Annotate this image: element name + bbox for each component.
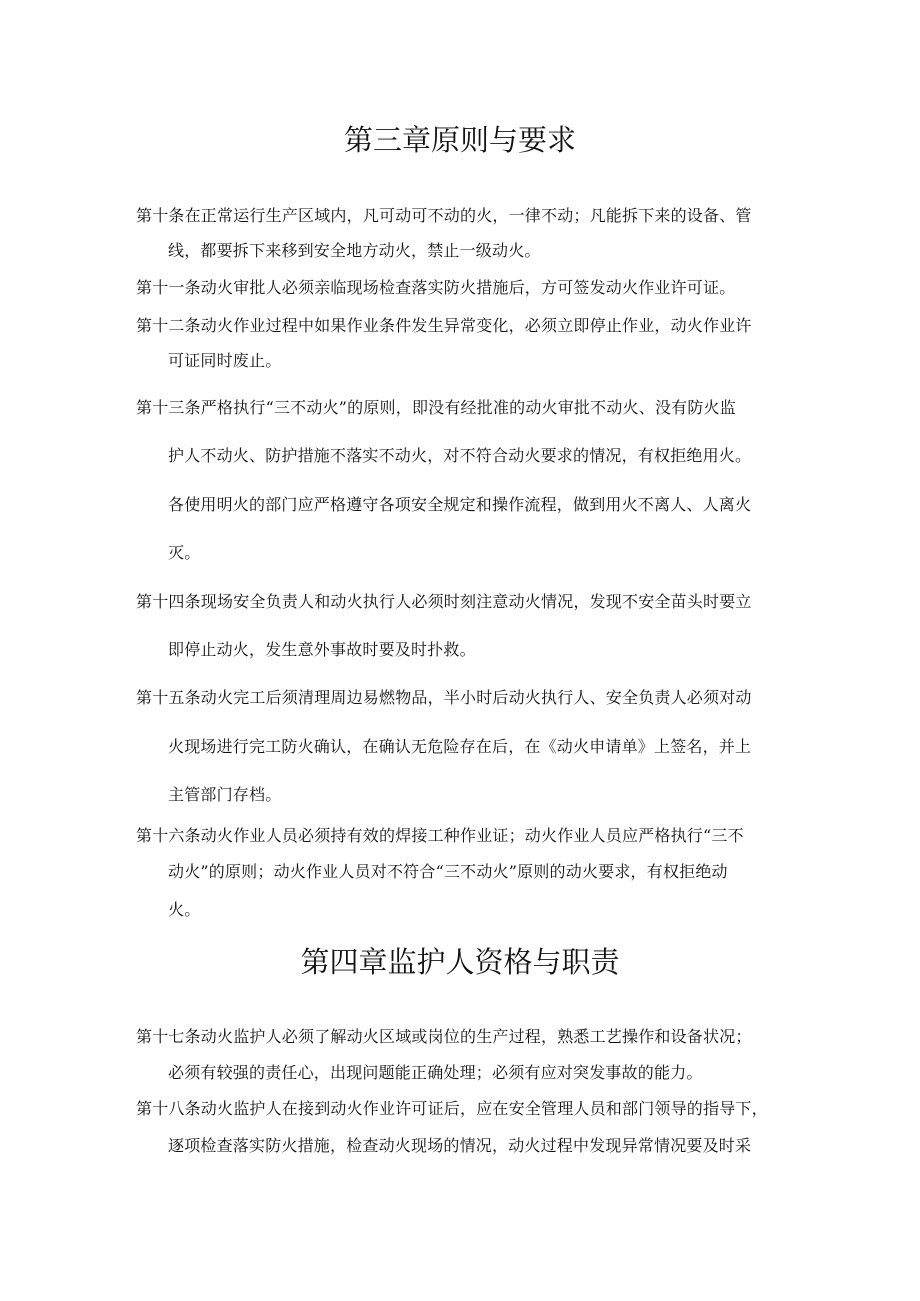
article-13-line-4: 灭。	[168, 543, 201, 562]
article-17-line-2: 必须有较强的责任心，出现问题能正确处理；必须有应对突发事故的能力。	[168, 1063, 703, 1082]
article-10-line-2: 线，都要拆下来移到安全地方动火，禁止一级动火。	[168, 241, 541, 260]
chapter-3-title: 第三章原则与要求	[343, 123, 576, 157]
article-14-line-1: 第十四条现场安全负责人和动火执行人必须时刻注意动火情况，发现不安全苗头时要立	[136, 592, 752, 611]
article-11-line-1: 第十一条动火审批人必须亲临现场检查落实防火措施后，方可签发动火作业许可证。	[136, 278, 736, 297]
article-16-line-2: 动火”的原则；动火作业人员对不符合“三不动火”原则的动火要求，有权拒绝动	[168, 862, 728, 881]
article-16-line-1: 第十六条动火作业人员必须持有效的焊接工种作业证；动火作业人员应严格执行“三不	[136, 826, 744, 845]
article-10-line-1: 第十条在正常运行生产区域内，凡可动可不动的火，一律不动；凡能拆下来的设备、管	[136, 206, 752, 225]
article-18-line-1: 第十八条动火监护人在接到动火作业许可证后，应在安全管理人员和部门领导的指导下，	[136, 1099, 768, 1118]
article-12-line-1: 第十二条动火作业过程中如果作业条件发生异常变化，必须立即停止作业，动火作业许	[136, 316, 752, 335]
article-12-line-2: 可证同时废止。	[168, 351, 282, 370]
article-18-line-2: 逐项检查落实防火措施，检查动火现场的情况，动火过程中发现异常情况要及时采	[168, 1136, 752, 1155]
article-13-line-1: 第十三条严格执行“三不动火”的原则，即没有经批准的动火审批不动火、没有防火监	[136, 398, 736, 417]
article-15-line-2: 火现场进行完工防火确认，在确认无危险存在后，在《动火申请单》上签名，并上	[168, 737, 752, 756]
article-13-line-3: 各使用明火的部门应严格遵守各项安全规定和操作流程，做到用火不离人、人离火	[168, 495, 752, 514]
article-15-line-1: 第十五条动火完工后须清理周边易燃物品，半小时后动火执行人、安全负责人必须对动	[136, 688, 752, 707]
article-16-line-3: 火。	[168, 900, 201, 919]
chapter-4-title: 第四章监护人资格与职责	[300, 945, 620, 979]
article-15-line-3: 主管部门存档。	[168, 785, 282, 804]
article-13-line-2: 护人不动火、防护措施不落实不动火，对不符合动火要求的情况，有权拒绝用火。	[168, 446, 752, 465]
article-14-line-2: 即停止动火，发生意外事故时要及时扑救。	[168, 640, 476, 659]
article-17-line-1: 第十七条动火监护人必须了解动火区域或岗位的生产过程，熟悉工艺操作和设备状况；	[136, 1027, 752, 1046]
